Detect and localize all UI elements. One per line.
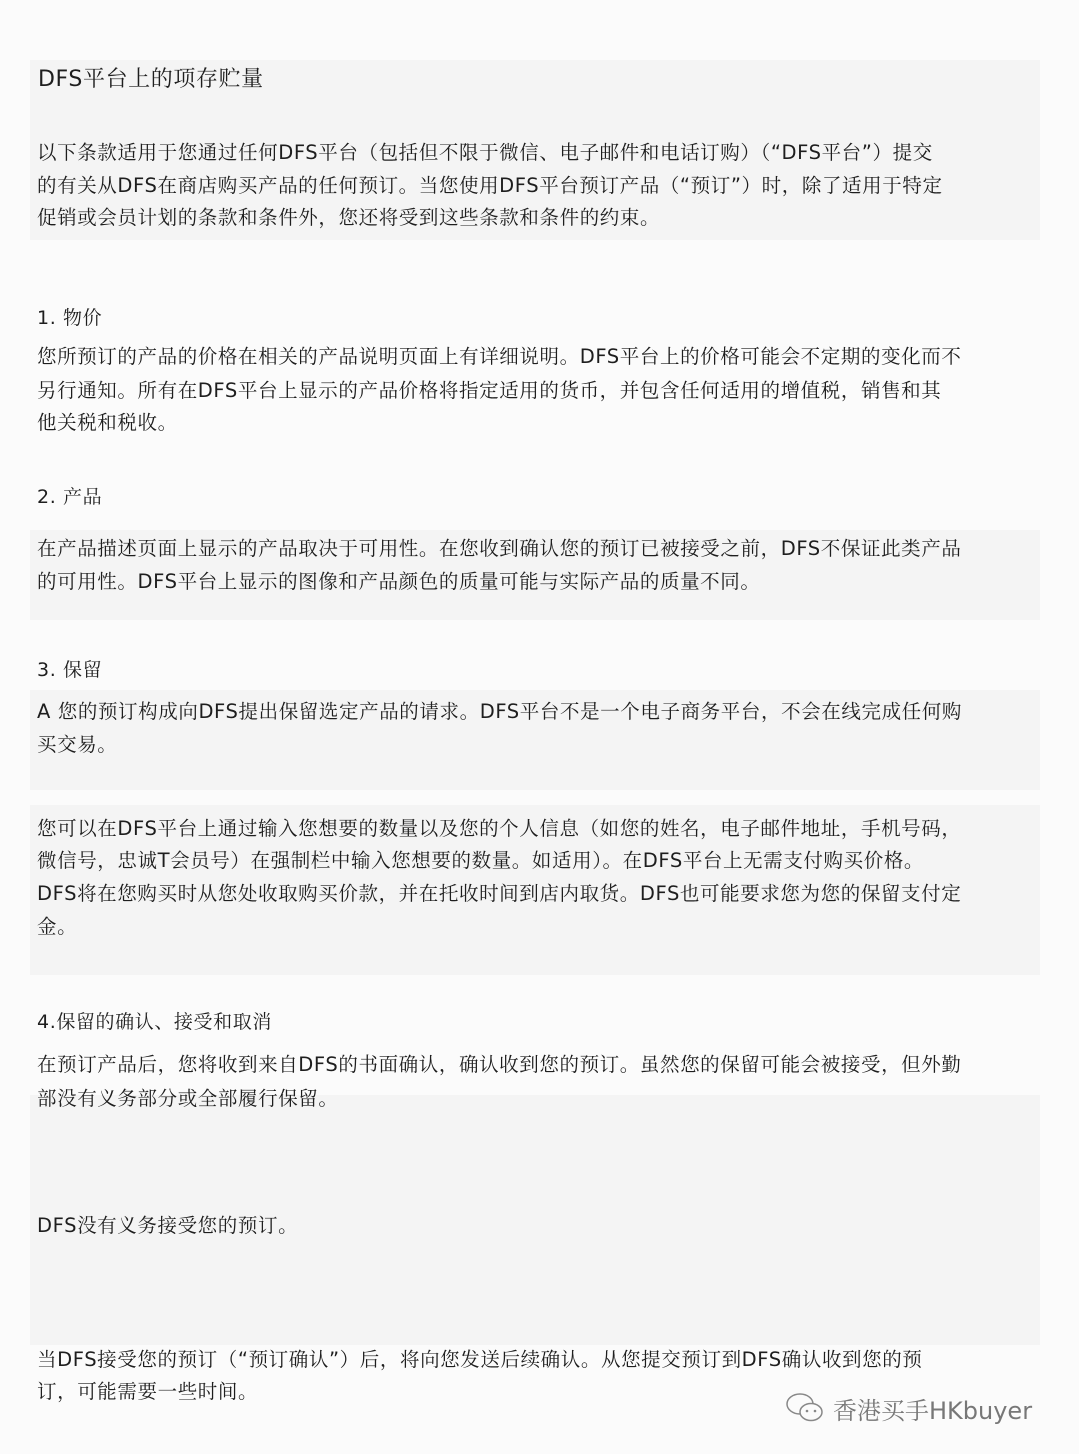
section-3-line: A 您的预订构成向DFS提出保留选定产品的请求。DFS平台不是一个电子商务平台，不会在线完成任何购 — [37, 700, 962, 723]
section-4-heading: 4.保留的确认、接受和取消 — [37, 1011, 272, 1033]
section-4-line: 在预订产品后，您将收到来自DFS的书面确认，确认收到您的预订。虽然您的保留可能会被接受，但外勤 — [37, 1053, 962, 1076]
section-2-line: 在产品描述页面上显示的产品取决于可用性。在您收到确认您的预订已被接受之前，DFS不保证此类产品 — [37, 537, 962, 560]
section-1-line: 您所预订的产品的价格在相关的产品说明页面上有详细说明。DFS平台上的价格可能会不定期的变化而不 — [37, 345, 962, 368]
section-2-heading: 2. 产品 — [37, 486, 103, 508]
section-4-line: 部没有义务部分或全部履行保留。 — [37, 1087, 339, 1110]
section-1-line: 另行通知。所有在DFS平台上显示的产品价格将指定适用的货币，并包含任何适用的增值税，销售和其 — [37, 379, 942, 402]
intro-line: 促销或会员计划的条款和条件外，您还将受到这些条款和条件的约束。 — [37, 206, 661, 229]
section-4-line: 订，可能需要一些时间。 — [37, 1380, 259, 1403]
section-3-heading: 3. 保留 — [37, 659, 103, 681]
section-4-line: DFS没有义务接受您的预订。 — [37, 1214, 299, 1237]
intro-line: 的有关从DFS在商店购买产品的任何预订。当您使用DFS平台预订产品（“预订”）时，除了适用于特定 — [37, 174, 943, 197]
section-3-line: 微信号，忠诚T会员号）在强制栏中输入您想要的数量。如适用）。在DFS平台上无需支付购买价格。 — [37, 849, 925, 872]
section-2-line: 的可用性。DFS平台上显示的图像和产品颜色的质量可能与实际产品的质量不同。 — [37, 570, 761, 593]
watermark — [785, 1390, 1032, 1426]
wechat-icon — [785, 1390, 827, 1426]
section-3-line: DFS将在您购买时从您处收取购买价款，并在托收时间到店内取货。DFS也可能要求您为您的保留支付定 — [37, 882, 962, 905]
section-3-line: 金。 — [37, 915, 78, 938]
section-4-line: 当DFS接受您的预订（“预订确认”）后，将向您发送后续确认。从您提交预订到DFS确认收到您的预 — [37, 1348, 923, 1371]
section-3-line: 买交易。 — [37, 733, 118, 756]
section-1-heading: 1. 物价 — [37, 307, 103, 329]
page-title: DFS平台上的项存贮量 — [38, 67, 264, 92]
section-1-line: 他关税和税收。 — [37, 411, 178, 434]
watermark-text: 香港买手HKbuyer — [833, 1396, 1033, 1425]
intro-line: 以下条款适用于您通过任何DFS平台（包括但不限于微信、电子邮件和电话订购）（“DFS平台”）提交 — [37, 141, 933, 164]
section-3-line: 您可以在DFS平台上通过输入您想要的数量以及您的个人信息（如您的姓名，电子邮件地址，手机号码， — [37, 817, 962, 840]
